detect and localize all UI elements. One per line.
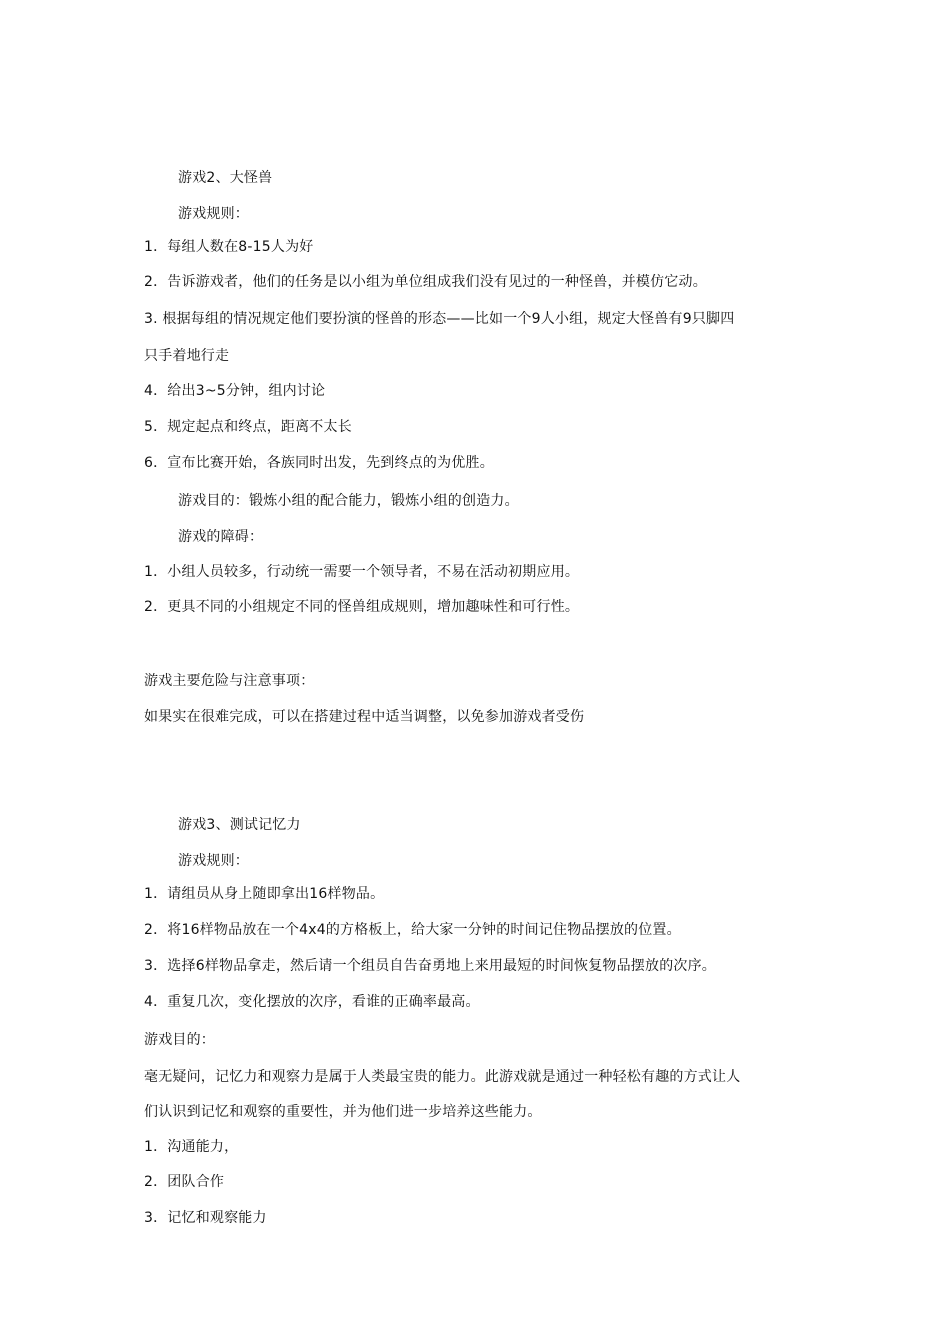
game3-rule-3: 3．选择6样物品拿走，然后请一个组员自告奋勇地上来用最短的时间恢复物品摆放的次序。 — [144, 958, 717, 974]
game2-rule-2: 2．告诉游戏者，他们的任务是以小组为单位组成我们没有见过的一种怪兽，并模仿它动。 — [144, 274, 707, 290]
game3-purpose-heading: 游戏目的： — [144, 1032, 215, 1048]
game2-danger-text: 如果实在很难完成，可以在搭建过程中适当调整，以免参加游戏者受伤 — [144, 709, 585, 725]
game2-rule-3: 3. 根据每组的情况规定他们要扮演的怪兽的形态——比如一个9人小组，规定大怪兽有9只脚四 — [144, 311, 735, 327]
game2-title: 游戏2、大怪兽 — [178, 170, 273, 186]
game2-rule-1: 1．每组人数在8-15人为好 — [144, 239, 314, 255]
game3-skill-1: 1．沟通能力， — [144, 1139, 239, 1155]
game3-skill-3: 3．记忆和观察能力 — [144, 1210, 267, 1226]
game3-rule-4: 4．重复几次，变化摆放的次序，看谁的正确率最高。 — [144, 994, 480, 1010]
game2-purpose: 游戏目的：锻炼小组的配合能力，锻炼小组的创造力。 — [178, 493, 519, 509]
game3-purpose-line-1: 毫无疑问，记忆力和观察力是属于人类最宝贵的能力。此游戏就是通过一种轻松有趣的方式让人 — [144, 1069, 741, 1085]
game2-rule-3-continued: 只手着地行走 — [144, 348, 230, 364]
game3-purpose-line-2: 们认识到记忆和观察的重要性，并为他们进一步培养这些能力。 — [144, 1104, 542, 1120]
game2-rule-6: 6．宣布比赛开始，各族同时出发，先到终点的为优胜。 — [144, 455, 494, 471]
game2-rules-heading: 游戏规则： — [178, 206, 249, 222]
game2-rule-5: 5．规定起点和终点，距离不太长 — [144, 419, 352, 435]
game3-skill-2: 2．团队合作 — [144, 1174, 225, 1190]
game2-obstacle-1: 1．小组人员较多，行动统一需要一个领导者，不易在活动初期应用。 — [144, 564, 580, 580]
game3-rule-2: 2．将16样物品放在一个4x4的方格板上，给大家一分钟的时间记住物品摆放的位置。 — [144, 922, 681, 938]
game2-obstacles-heading: 游戏的障碍： — [178, 529, 264, 545]
game3-title: 游戏3、测试记忆力 — [178, 817, 301, 833]
game2-rule-4: 4．给出3~5分钟，组内讨论 — [144, 383, 326, 399]
game3-rule-1: 1．请组员从身上随即拿出16样物品。 — [144, 886, 385, 902]
game2-obstacle-2: 2．更具不同的小组规定不同的怪兽组成规则，增加趣味性和可行性。 — [144, 599, 580, 615]
game3-rules-heading: 游戏规则： — [178, 853, 249, 869]
game2-danger-heading: 游戏主要危险与注意事项： — [144, 673, 315, 689]
